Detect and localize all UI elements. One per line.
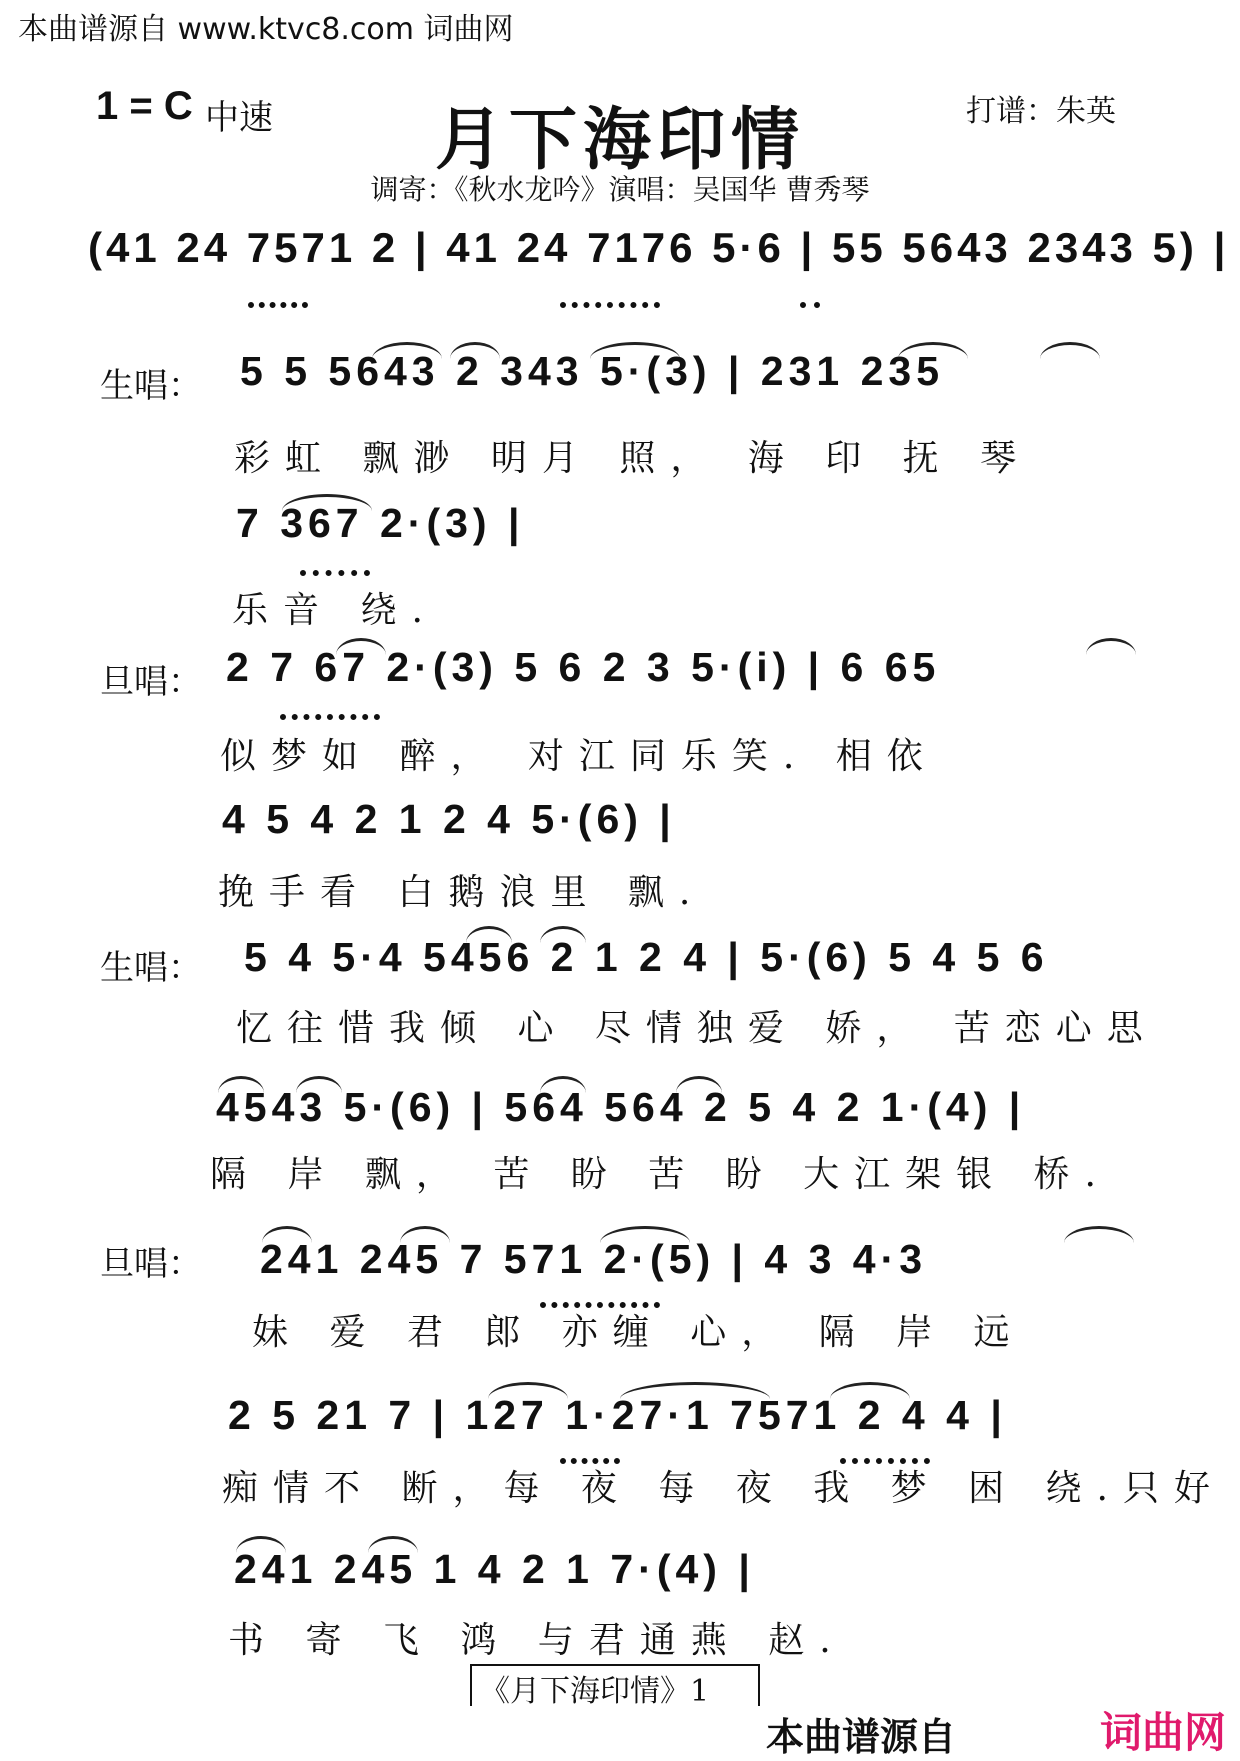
- lyrics: 彩虹 飘渺 明月 照， 海 印 抚 琴: [234, 438, 1032, 479]
- notation: 4543 5·(6) | 564 564 2 5 4 2 1·(4) |: [216, 1084, 1026, 1130]
- slur: [1064, 1226, 1134, 1243]
- notation: 241 245 7 571 2·(5) | 4 3 4·3: [260, 1236, 928, 1282]
- intro-notes: (41 24 7571 2 | 41 24 7176 5·6 | 55 5643 2343 5) |: [88, 224, 1230, 271]
- slur: [1040, 342, 1100, 359]
- slur: [296, 1076, 342, 1093]
- slur: [282, 494, 372, 511]
- octave-dots: [800, 294, 820, 308]
- source-note: 本曲谱源自: [766, 1715, 957, 1759]
- lyrics: 忆往惜我倾 心 尽情独爱 娇， 苦恋心思: [236, 1008, 1158, 1049]
- octave-dots: [248, 294, 308, 308]
- page-label: 《月下海印情》1: [480, 1674, 710, 1709]
- slur: [590, 342, 680, 359]
- slur: [600, 1226, 690, 1243]
- slur: [450, 342, 500, 359]
- slur: [336, 638, 386, 655]
- lyrics: 乐音 绕.: [232, 590, 438, 631]
- notation: 4 5 4 2 1 2 4 5·(6) |: [222, 796, 676, 842]
- slur: [372, 342, 442, 359]
- slur: [898, 342, 968, 359]
- slur: [400, 1226, 450, 1243]
- slur: [540, 1076, 586, 1093]
- key-signature: 1 = C: [96, 84, 193, 128]
- slur: [466, 926, 512, 943]
- slur: [540, 926, 586, 943]
- tempo-marking: 中速: [205, 98, 273, 138]
- lyrics: 隔 岸 飘， 苦 盼 苦 盼 大江架银 桥.: [210, 1154, 1111, 1195]
- notation: 241 245 1 4 2 1 7·(4) |: [234, 1546, 755, 1592]
- octave-dots: [560, 294, 660, 308]
- slur: [830, 1382, 910, 1399]
- part-label: 生唱：: [100, 948, 202, 988]
- slur: [262, 1226, 312, 1243]
- song-title: 月下海印情: [434, 100, 805, 180]
- lyrics: 妹 爱 君 郎 亦缠 心， 隔 岸 远: [252, 1312, 1025, 1353]
- source-logo[interactable]: 词曲网: [1100, 1708, 1227, 1757]
- slur: [218, 1076, 264, 1093]
- part-label: 生唱：: [100, 366, 202, 406]
- notation: 7 367 2·(3) |: [236, 500, 525, 546]
- slur: [1086, 638, 1136, 655]
- slur: [236, 1536, 286, 1553]
- slur: [368, 1536, 418, 1553]
- notation: 2 5 21 7 | 127 1·27·1 7571 2 4 4 |: [228, 1392, 1007, 1438]
- slur: [488, 1382, 568, 1399]
- notation: 5 4 5·4 5456 2 1 2 4 | 5·(6) 5 4 5 6: [244, 934, 1049, 980]
- octave-dots: [280, 706, 380, 720]
- notation: 2 7 67 2·(3) 5 6 2 3 5·(i) | 6 65: [226, 644, 941, 690]
- watermark-text: 本曲谱源自 www.ktvc8.com 词曲网: [18, 12, 514, 47]
- transcriber-credit: 打谱：朱英: [966, 94, 1116, 129]
- lyrics: 似梦如 醉， 对江同乐笑. 相依: [220, 736, 938, 777]
- slur: [676, 1076, 722, 1093]
- lyrics: 痴情不 断，每 夜 每 夜 我 梦 困 绕.只好: [222, 1468, 1225, 1509]
- slur: [620, 1382, 770, 1399]
- part-label: 旦唱：: [100, 662, 202, 702]
- lyrics: 书 寄 飞 鸿 与君通燕 赵.: [228, 1620, 846, 1661]
- octave-dots: [300, 562, 370, 576]
- lyrics: 挽手看 白鹅浪里 飘.: [218, 872, 706, 913]
- part-label: 旦唱：: [100, 1244, 202, 1284]
- notation: 5 5 5643 2 343 5·(3) | 231 235: [240, 348, 945, 394]
- song-subtitle: 调寄：《秋水龙吟》演唱：吴国华 曹秀琴: [370, 173, 870, 206]
